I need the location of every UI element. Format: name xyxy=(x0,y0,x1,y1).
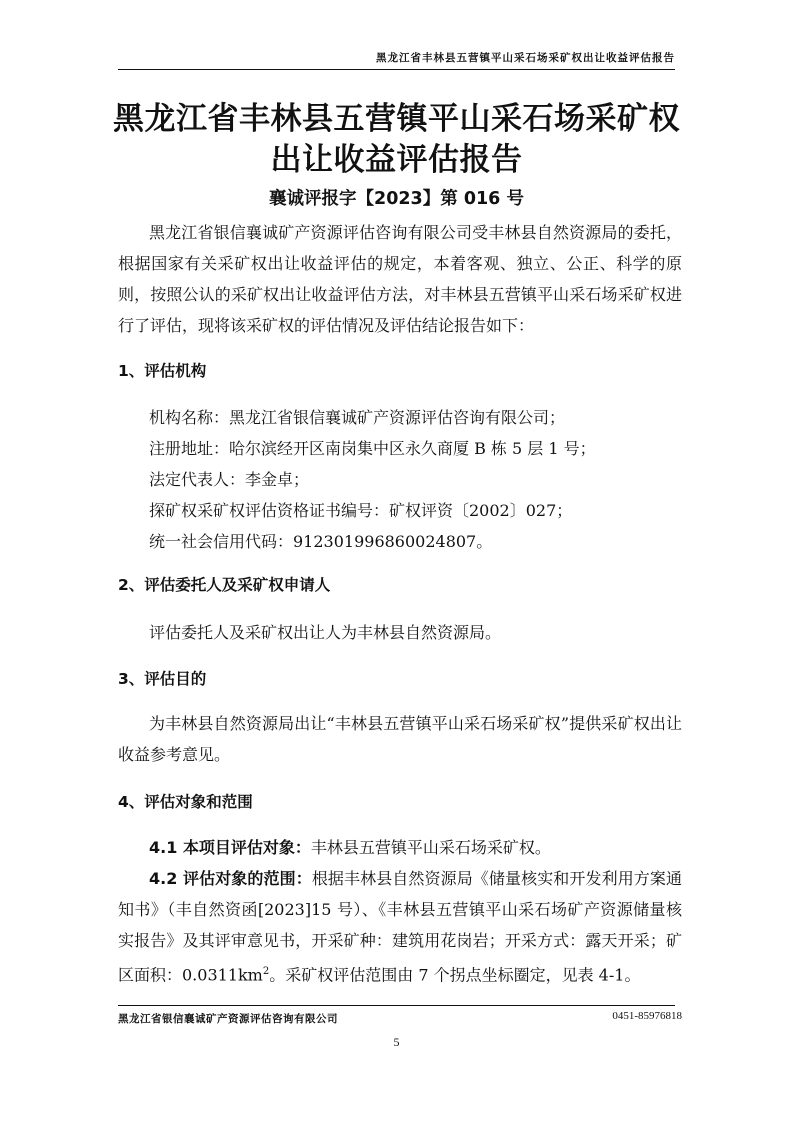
field-legal-rep: 法定代表人：李金卓； xyxy=(149,470,310,489)
section-1-fields xyxy=(118,402,682,557)
field-address: 注册地址：哈尔滨经开区南岗集中区永久商厦 B 栋 5 层 1 号； xyxy=(149,439,596,458)
item-2-superscript: 2 xyxy=(262,966,270,977)
section-4-heading: 4、评估对象和范围 xyxy=(118,793,253,811)
item-1-text: 丰林县五营镇平山采石场采矿权。 xyxy=(310,838,551,857)
field-credit-code: 统一社会信用代码：912301996860024807。 xyxy=(149,532,493,551)
running-header: 黑龙江省丰林县五营镇平山采石场采矿权出让收益评估报告 xyxy=(376,52,675,64)
section-4-item-1 xyxy=(118,832,682,863)
item-1-label: 4.1 本项目评估对象： xyxy=(149,838,311,857)
section-2-body xyxy=(118,617,682,648)
section-2-heading: 2、评估委托人及采矿权申请人 xyxy=(118,576,331,594)
title-line-2: 出让收益评估报告 xyxy=(270,142,523,178)
footer-rule xyxy=(118,1005,675,1006)
section-3-heading: 3、评估目的 xyxy=(118,670,207,688)
item-2-text-b: 。采矿权评估范围由 7 个拐点坐标圈定，见表 4-1。 xyxy=(269,965,641,985)
section-2-text: 评估委托人及采矿权出让人为丰林县自然资源局。 xyxy=(149,623,502,642)
title-line-1: 黑龙江省丰林县五营镇平山采石场采矿权 xyxy=(113,101,680,137)
header-rule xyxy=(118,69,675,70)
footer-phone: 0451-85976818 xyxy=(612,1010,682,1022)
section-3-text: 为丰林县自然资源局出让“丰林县五营镇平山采石场采矿权”提供采矿权出让收益参考意见。 xyxy=(118,714,682,764)
intro-block xyxy=(118,217,682,341)
field-org-name: 机构名称：黑龙江省银信襄诚矿产资源评估咨询有限公司； xyxy=(149,408,566,427)
section-3-body xyxy=(118,708,682,770)
page-number: 5 xyxy=(393,1035,400,1049)
footer-company: 黑龙江省银信襄诚矿产资源评估咨询有限公司 xyxy=(118,1013,338,1025)
intro-paragraph: 黑龙江省银信襄诚矿产资源评估咨询有限公司受丰林县自然资源局的委托，根据国家有关采矿权出让收益评估的规定，本着客观、独立、公正、科学的原则，按照公认的采矿权出让收益评估方法，对丰林县五营镇平山采石场采矿权进行了评估，现将该采矿权的评估情况及评估结论报告如下： xyxy=(118,223,682,335)
item-2-label: 4.2 评估对象的范围： xyxy=(149,869,312,888)
document-title xyxy=(60,99,733,181)
section-1-heading: 1、评估机构 xyxy=(118,362,207,380)
item-2-text-a: 根据丰林县自然资源局《储量核实和开发利用方案通知书》（丰自然资函[2023]15 号）、《丰林县五营镇平山采石场矿产资源储量核实报告》及其评审意见书，开采矿种：建筑用花岗岩；开采方式：露天开采；矿区面积：0.0311km xyxy=(118,869,682,985)
section-4-item-2 xyxy=(118,863,682,990)
section-4-body xyxy=(118,832,682,990)
document-number: 襄诚评报字【2023】第 016 号 xyxy=(269,189,524,209)
field-certificate: 探矿权采矿权评估资格证书编号：矿权评资〔2002〕027； xyxy=(149,501,573,520)
